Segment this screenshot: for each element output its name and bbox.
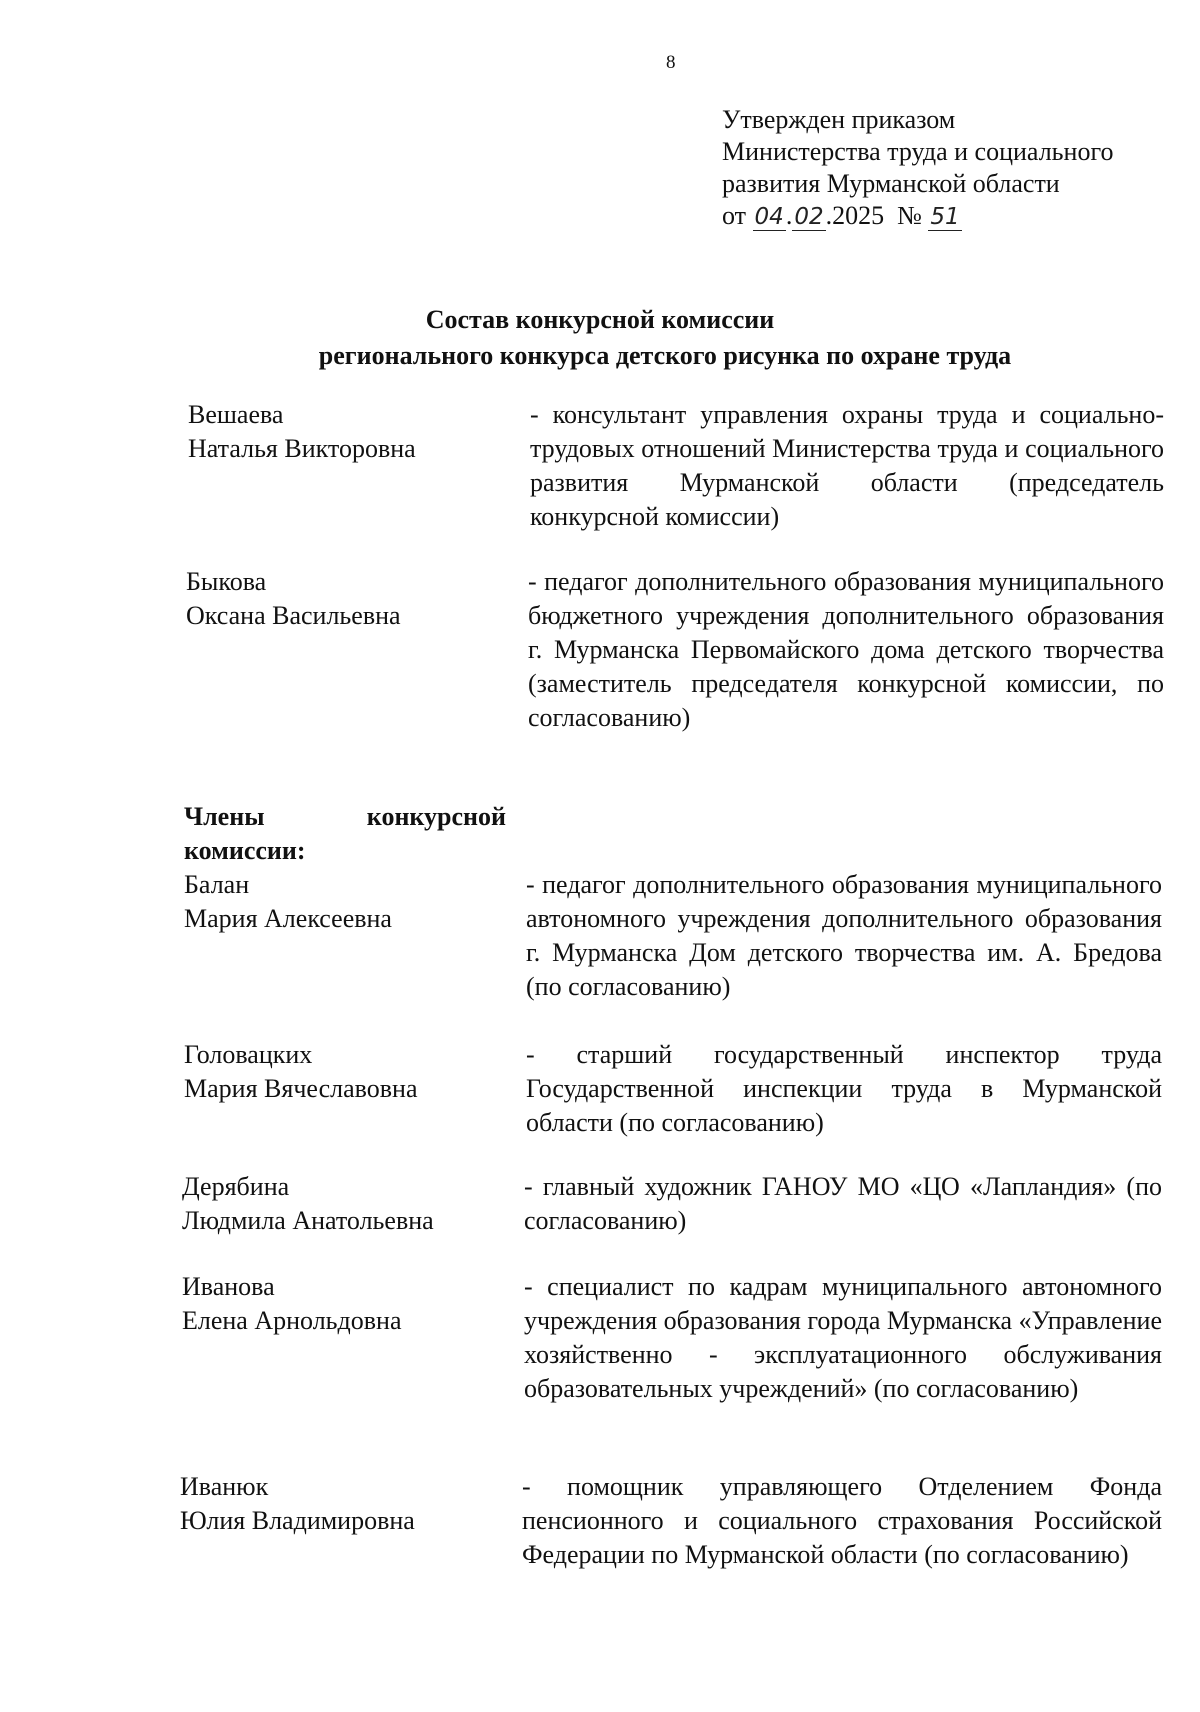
- approval-block: [722, 104, 1113, 233]
- member-name: [184, 868, 514, 936]
- member-surname: Быкова: [186, 567, 267, 596]
- member-given-names: Наталья Викторовна: [188, 434, 416, 463]
- approval-line-1: Утвержден приказом: [722, 105, 956, 134]
- member-name: [182, 1270, 512, 1338]
- title-line-2: регионального конкурса детского рисунка по охране труда: [318, 341, 1012, 370]
- approval-line-3: развития Мурманской области: [722, 169, 1060, 198]
- date-year: .2025: [825, 201, 885, 230]
- member-given-names: Оксана Васильевна: [186, 601, 401, 630]
- member-given-names: Мария Вячеславовна: [184, 1074, 418, 1103]
- member-surname: Вешаева: [188, 400, 284, 429]
- member-role: - консультант управления охраны труда и социально-трудовых отношений Министерства труда и социального развития Мурманской области (председатель конкурсной комиссии): [530, 400, 1164, 531]
- approval-date-line: от 04.02.2025 № 51: [722, 201, 960, 230]
- member-role: - старший государственный инспектор труда Государственной инспекции труда в Мурманской области (по согласованию): [526, 1040, 1162, 1137]
- member-surname: Головацких: [184, 1040, 313, 1069]
- member-name: [186, 565, 516, 633]
- handwritten-month: 02: [794, 204, 824, 230]
- member-surname: Балан: [184, 870, 250, 899]
- date-prefix: от: [722, 201, 747, 230]
- member-given-names: Людмила Анатольевна: [182, 1206, 434, 1235]
- title-line-1: Состав конкурсной комиссии: [425, 305, 775, 334]
- member-role: - главный художник ГАНОУ МО «ЦО «Лапландия» (по согласованию): [524, 1172, 1162, 1235]
- member-name: [184, 1038, 514, 1106]
- member-role: - педагог дополнительного образования муниципального бюджетного учреждения дополнительного образования г. Мурманска Первомайского дома детского творчества (заместитель председателя конкурсной комиссии, по согласованию): [528, 567, 1164, 732]
- member-given-names: Мария Алексеевна: [184, 904, 392, 933]
- handwritten-number: 51: [930, 204, 960, 230]
- number-label: №: [897, 201, 922, 230]
- member-role: - специалист по кадрам муниципального автономного учреждения образования города Мурманска «Управление хозяйственно - эксплуатационного обслуживания образовательных учреждений» (по согласованию): [524, 1272, 1162, 1403]
- member-surname: Дерябина: [182, 1172, 290, 1201]
- page-number: 8: [666, 52, 676, 73]
- member-given-names: Юлия Владимировна: [180, 1506, 415, 1535]
- members-heading: Члены конкурсной комиссии:: [184, 802, 506, 865]
- handwritten-day: 04: [754, 204, 784, 230]
- member-role: - помощник управляющего Отделением Фонда пенсионного и социального страхования Российской Федерации по Мурманской области (по согласованию): [522, 1472, 1162, 1569]
- document-title: [0, 302, 1200, 374]
- member-surname: Иванова: [182, 1272, 275, 1301]
- member-given-names: Елена Арнольдовна: [182, 1306, 402, 1335]
- member-role: - педагог дополнительного образования муниципального автономного учреждения дополнительного образования г. Мурманска Дом детского творчества им. А. Бредова (по согласованию): [526, 870, 1162, 1001]
- approval-line-2: Министерства труда и социального: [722, 137, 1114, 166]
- member-name: [182, 1170, 512, 1238]
- member-name: [188, 398, 518, 466]
- member-surname: Иванюк: [180, 1472, 269, 1501]
- member-name: [180, 1470, 510, 1538]
